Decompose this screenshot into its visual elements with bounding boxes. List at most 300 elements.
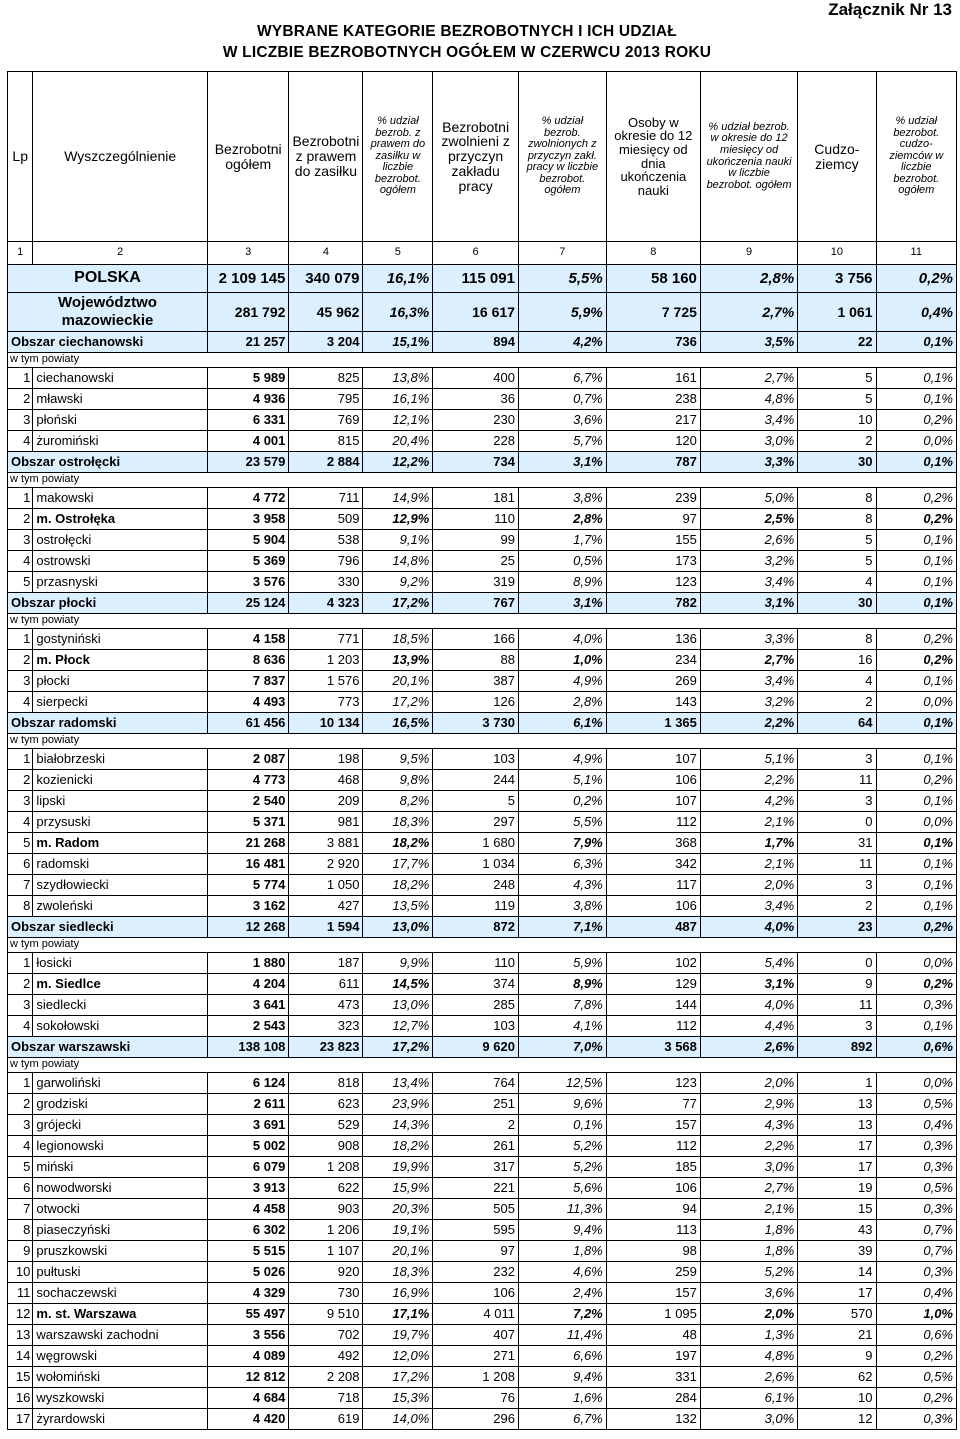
table-cell: 3,8% (518, 896, 606, 917)
table-cell: 11 (798, 770, 876, 791)
table-row (8, 671, 957, 692)
table-cell: 4,8% (700, 1346, 797, 1367)
table-cell: 0,2% (876, 650, 956, 671)
column-number: 1 (8, 242, 33, 265)
row-name: sierpecki (33, 692, 208, 713)
table-cell: 1 050 (289, 875, 363, 896)
table-cell: 8,2% (363, 791, 433, 812)
table-cell: 903 (289, 1199, 363, 1220)
table-cell: 16,1% (363, 265, 433, 293)
table-cell: 112 (606, 812, 700, 833)
header-total: Bezrobotni ogółem (207, 72, 288, 242)
table-cell: 18,3% (363, 1262, 433, 1283)
table-cell: 4 323 (289, 593, 363, 614)
table-cell: 0,4% (876, 293, 956, 332)
table-cell: 15,1% (363, 332, 433, 353)
table-cell: 23 (798, 917, 876, 938)
table-cell: 12,0% (363, 1346, 433, 1367)
table-cell: 3,2% (700, 551, 797, 572)
column-number: 8 (606, 242, 700, 265)
table-cell: 76 (433, 1388, 519, 1409)
table-cell: 787 (606, 452, 700, 473)
table-cell: 19,7% (363, 1325, 433, 1346)
table-cell: 18,5% (363, 629, 433, 650)
table-cell: 1,6% (518, 1388, 606, 1409)
table-cell: 9,1% (363, 530, 433, 551)
table-cell: 16,1% (363, 389, 433, 410)
table-cell: 1 208 (433, 1367, 519, 1388)
table-cell: 331 (606, 1367, 700, 1388)
table-cell: 3 (798, 791, 876, 812)
table-cell: 3,1% (518, 452, 606, 473)
table-cell: 619 (289, 1409, 363, 1430)
table-cell: 12,7% (363, 1016, 433, 1037)
table-cell: 173 (606, 551, 700, 572)
table-cell: 102 (606, 953, 700, 974)
row-name: m. Radom (33, 833, 208, 854)
table-cell: 5,2% (518, 1136, 606, 1157)
table-cell: 14,9% (363, 488, 433, 509)
table-cell: 269 (606, 671, 700, 692)
table-cell: 767 (433, 593, 519, 614)
table-cell: 509 (289, 509, 363, 530)
table-row (8, 1220, 957, 1241)
row-name: nowodworski (33, 1178, 208, 1199)
row-lp: 9 (8, 1241, 33, 1262)
table-cell: 112 (606, 1136, 700, 1157)
table-cell: 5,2% (518, 1157, 606, 1178)
table-cell: 55 497 (207, 1304, 288, 1325)
table-cell: 284 (606, 1388, 700, 1409)
table-cell: 825 (289, 368, 363, 389)
table-cell: 2,6% (700, 530, 797, 551)
table-cell: 2,7% (700, 293, 797, 332)
table-cell: 892 (798, 1037, 876, 1058)
table-cell: 0 (798, 812, 876, 833)
table-cell: 185 (606, 1157, 700, 1178)
table-cell: 103 (433, 1016, 519, 1037)
table-cell: 110 (433, 953, 519, 974)
row-lp: 4 (8, 1136, 33, 1157)
table-cell: 4,3% (700, 1115, 797, 1136)
table-cell: 0,1% (876, 791, 956, 812)
table-cell: 19,9% (363, 1157, 433, 1178)
table-cell: 25 124 (207, 593, 288, 614)
table-cell: 15,3% (363, 1388, 433, 1409)
table-cell: 4 773 (207, 770, 288, 791)
table-cell: 908 (289, 1136, 363, 1157)
table-cell: 123 (606, 572, 700, 593)
table-cell: 12 268 (207, 917, 288, 938)
table-row (8, 530, 957, 551)
row-name: kozienicki (33, 770, 208, 791)
table-cell: 4 158 (207, 629, 288, 650)
table-cell: 2 (798, 692, 876, 713)
row-name: ciechanowski (33, 368, 208, 389)
table-cell: 8 (798, 509, 876, 530)
table-cell: 8 (798, 488, 876, 509)
table-cell: 734 (433, 452, 519, 473)
obszar-row (8, 1037, 957, 1058)
table-row (8, 488, 957, 509)
table-cell: 13,9% (363, 650, 433, 671)
row-lp: 8 (8, 896, 33, 917)
table-cell: 2 611 (207, 1094, 288, 1115)
table-cell: 18,2% (363, 833, 433, 854)
table-cell: 3 204 (289, 332, 363, 353)
table-cell: 126 (433, 692, 519, 713)
table-cell: 3,3% (700, 452, 797, 473)
table-row (8, 410, 957, 431)
table-cell: 3,1% (518, 593, 606, 614)
table-cell: 0,7% (876, 1241, 956, 1262)
table-cell: 4 011 (433, 1304, 519, 1325)
table-cell: 209 (289, 791, 363, 812)
table-cell: 3 641 (207, 995, 288, 1016)
w-tym-powiaty-label: w tym powiaty (8, 614, 957, 629)
table-cell: 138 108 (207, 1037, 288, 1058)
table-cell: 317 (433, 1157, 519, 1178)
table-cell: 0,1% (876, 671, 956, 692)
table-cell: 1,8% (700, 1241, 797, 1262)
row-name: sochaczewski (33, 1283, 208, 1304)
table-cell: 110 (433, 509, 519, 530)
table-cell: 3,1% (700, 974, 797, 995)
table-cell: 16,3% (363, 293, 433, 332)
row-lp: 12 (8, 1304, 33, 1325)
row-lp: 1 (8, 953, 33, 974)
table-cell: 5 515 (207, 1241, 288, 1262)
header-foreigners: Cudzo-ziemcy (798, 72, 876, 242)
row-name: grójecki (33, 1115, 208, 1136)
table-cell: 1 594 (289, 917, 363, 938)
row-name: Obszar warszawski (8, 1037, 208, 1058)
table-cell: 261 (433, 1136, 519, 1157)
row-lp: 4 (8, 812, 33, 833)
row-name: siedlecki (33, 995, 208, 1016)
table-cell: 4 001 (207, 431, 288, 452)
table-cell: 2,1% (700, 1199, 797, 1220)
table-cell: 144 (606, 995, 700, 1016)
row-name: radomski (33, 854, 208, 875)
row-name: m. st. Warszawa (33, 1304, 208, 1325)
table-cell: 11,4% (518, 1325, 606, 1346)
table-cell: 230 (433, 410, 519, 431)
table-cell: 3 913 (207, 1178, 288, 1199)
table-cell: 2,0% (700, 875, 797, 896)
table-cell: 0,2% (876, 265, 956, 293)
row-lp: 3 (8, 791, 33, 812)
row-lp: 11 (8, 1283, 33, 1304)
table-cell: 2,5% (700, 509, 797, 530)
table-cell: 2 540 (207, 791, 288, 812)
table-cell: 1,8% (518, 1241, 606, 1262)
table-cell: 2 208 (289, 1367, 363, 1388)
table-cell: 622 (289, 1178, 363, 1199)
table-cell: 5,7% (518, 431, 606, 452)
table-cell: 5,1% (700, 749, 797, 770)
table-cell: 0,1% (518, 1115, 606, 1136)
table-row (8, 1115, 957, 1136)
table-cell: 0,1% (876, 452, 956, 473)
table-cell: 0,0% (876, 812, 956, 833)
header-dismissed: Bezrobotni zwolnieni z przyczyn zakładu pracy (433, 72, 519, 242)
table-cell: 0,1% (876, 332, 956, 353)
table-cell: 30 (798, 452, 876, 473)
table-cell: 20,1% (363, 671, 433, 692)
table-cell: 0,3% (876, 1409, 956, 1430)
row-name: makowski (33, 488, 208, 509)
table-cell: 2,8% (700, 265, 797, 293)
row-lp: 15 (8, 1367, 33, 1388)
row-lp: 5 (8, 572, 33, 593)
table-cell: 9 510 (289, 1304, 363, 1325)
table-cell: 7,9% (518, 833, 606, 854)
table-row (8, 1388, 957, 1409)
table-cell: 12 812 (207, 1367, 288, 1388)
table-cell: 374 (433, 974, 519, 995)
table-cell: 1 203 (289, 650, 363, 671)
row-name: mławski (33, 389, 208, 410)
header-row (8, 72, 957, 242)
table-row (8, 875, 957, 896)
table-cell: 323 (289, 1016, 363, 1037)
row-name: gostyniński (33, 629, 208, 650)
table-cell: 2 543 (207, 1016, 288, 1037)
column-number: 6 (433, 242, 519, 265)
table-cell: 16 (798, 650, 876, 671)
table-cell: 0,2% (876, 1388, 956, 1409)
table-cell: 107 (606, 791, 700, 812)
table-cell: 132 (606, 1409, 700, 1430)
column-number: 7 (518, 242, 606, 265)
table-cell: 3 691 (207, 1115, 288, 1136)
table-cell: 13,4% (363, 1073, 433, 1094)
obszar-row (8, 917, 957, 938)
table-cell: 0,1% (876, 551, 956, 572)
table-cell: 718 (289, 1388, 363, 1409)
table-cell: 2 884 (289, 452, 363, 473)
table-cell: 1,8% (700, 1220, 797, 1241)
table-cell: 773 (289, 692, 363, 713)
table-cell: 129 (606, 974, 700, 995)
table-cell: 771 (289, 629, 363, 650)
row-name: m. Ostrołęka (33, 509, 208, 530)
table-cell: 1 (798, 1073, 876, 1094)
table-cell: 0,2% (876, 488, 956, 509)
table-cell: 611 (289, 974, 363, 995)
table-cell: 6,7% (518, 1409, 606, 1430)
table-cell: 1 680 (433, 833, 519, 854)
column-number: 4 (289, 242, 363, 265)
table-cell: 6 124 (207, 1073, 288, 1094)
table-cell: 4 458 (207, 1199, 288, 1220)
table-cell: 0,7% (518, 389, 606, 410)
table-cell: 1,0% (876, 1304, 956, 1325)
table-row (8, 1241, 957, 1262)
subheader-row (8, 353, 957, 368)
table-cell: 400 (433, 368, 519, 389)
table-row (8, 833, 957, 854)
table-cell: 58 160 (606, 265, 700, 293)
row-lp: 2 (8, 1094, 33, 1115)
table-cell: 0,7% (876, 1220, 956, 1241)
table-cell: 3,8% (518, 488, 606, 509)
table-cell: 21 (798, 1325, 876, 1346)
row-name: pruszkowski (33, 1241, 208, 1262)
table-cell: 11 (798, 995, 876, 1016)
table-cell: 3,4% (700, 572, 797, 593)
row-lp: 3 (8, 530, 33, 551)
table-cell: 19 (798, 1178, 876, 1199)
table-cell: 0,5% (518, 551, 606, 572)
table-cell: 155 (606, 530, 700, 551)
table-cell: 872 (433, 917, 519, 938)
table-cell: 4 684 (207, 1388, 288, 1409)
table-cell: 14,3% (363, 1115, 433, 1136)
table-cell: 796 (289, 551, 363, 572)
table-cell: 3,1% (700, 593, 797, 614)
table-row (8, 368, 957, 389)
row-name: Obszar radomski (8, 713, 208, 734)
table-cell: 157 (606, 1115, 700, 1136)
table-cell: 23 823 (289, 1037, 363, 1058)
table-cell: 0,0% (876, 953, 956, 974)
table-cell: 782 (606, 593, 700, 614)
table-cell: 0,2% (876, 1346, 956, 1367)
row-lp: 4 (8, 1016, 33, 1037)
table-row (8, 650, 957, 671)
table-cell: 3,0% (700, 431, 797, 452)
row-name: m. Siedlce (33, 974, 208, 995)
table-row (8, 1016, 957, 1037)
table-cell: 7 837 (207, 671, 288, 692)
table-cell: 39 (798, 1241, 876, 1262)
obszar-row (8, 593, 957, 614)
table-cell: 98 (606, 1241, 700, 1262)
table-cell: 4 772 (207, 488, 288, 509)
row-lp: 1 (8, 629, 33, 650)
table-cell: 570 (798, 1304, 876, 1325)
table-cell: 3,6% (700, 1283, 797, 1304)
table-row (8, 1283, 957, 1304)
row-lp: 2 (8, 389, 33, 410)
row-lp: 8 (8, 1220, 33, 1241)
table-cell: 0,1% (876, 368, 956, 389)
row-lp: 3 (8, 995, 33, 1016)
header-description: Wyszczególnienie (33, 72, 208, 242)
row-lp: 1 (8, 368, 33, 389)
table-row (8, 749, 957, 770)
table-cell: 5 369 (207, 551, 288, 572)
table-cell: 18,2% (363, 1136, 433, 1157)
table-cell: 340 079 (289, 265, 363, 293)
table-cell: 17,1% (363, 1304, 433, 1325)
table-cell: 2,6% (700, 1367, 797, 1388)
table-cell: 7 725 (606, 293, 700, 332)
table-cell: 407 (433, 1325, 519, 1346)
table-cell: 427 (289, 896, 363, 917)
table-cell: 538 (289, 530, 363, 551)
row-name: m. Płock (33, 650, 208, 671)
row-name: Województwo mazowieckie (8, 293, 208, 332)
table-cell: 2 109 145 (207, 265, 288, 293)
table-cell: 9 (798, 974, 876, 995)
row-name: pułtuski (33, 1262, 208, 1283)
table-cell: 0,1% (876, 593, 956, 614)
table-cell: 239 (606, 488, 700, 509)
row-name: żyrardowski (33, 1409, 208, 1430)
table-row (8, 1304, 957, 1325)
table-cell: 17,2% (363, 593, 433, 614)
header-lp: Lp (8, 72, 33, 242)
table-cell: 0,1% (876, 854, 956, 875)
table-cell: 14,8% (363, 551, 433, 572)
row-name: płoński (33, 410, 208, 431)
table-cell: 8,9% (518, 572, 606, 593)
table-cell: 9,2% (363, 572, 433, 593)
table-cell: 21 268 (207, 833, 288, 854)
title-line-1: WYBRANE KATEGORIE BEZROBOTNYCH I ICH UDZIAŁ (257, 23, 677, 40)
table-cell: 11,3% (518, 1199, 606, 1220)
table-cell: 1 095 (606, 1304, 700, 1325)
row-name: żuromiński (33, 431, 208, 452)
table-cell: 281 792 (207, 293, 288, 332)
table-cell: 368 (606, 833, 700, 854)
table-cell: 16,5% (363, 713, 433, 734)
table-cell: 595 (433, 1220, 519, 1241)
table-cell: 2 (433, 1115, 519, 1136)
table-cell: 5 (798, 551, 876, 572)
table-cell: 2,6% (700, 1037, 797, 1058)
row-name: zwoleński (33, 896, 208, 917)
table-cell: 920 (289, 1262, 363, 1283)
table-cell: 97 (606, 509, 700, 530)
table-cell: 9,4% (518, 1220, 606, 1241)
table-row (8, 1325, 957, 1346)
table-cell: 0,1% (876, 713, 956, 734)
table-cell: 1 206 (289, 1220, 363, 1241)
table-cell: 3,2% (700, 692, 797, 713)
table-cell: 12,1% (363, 410, 433, 431)
table-cell: 3 576 (207, 572, 288, 593)
table-cell: 0,5% (876, 1367, 956, 1388)
table-cell: 8 (798, 629, 876, 650)
table-cell: 5 904 (207, 530, 288, 551)
table-cell: 22 (798, 332, 876, 353)
row-name: wyszkowski (33, 1388, 208, 1409)
table-cell: 387 (433, 671, 519, 692)
w-tym-powiaty-label: w tym powiaty (8, 734, 957, 749)
table-cell: 3 756 (798, 265, 876, 293)
table-cell: 4 329 (207, 1283, 288, 1304)
table-cell: 5,1% (518, 770, 606, 791)
row-name: otwocki (33, 1199, 208, 1220)
table-cell: 981 (289, 812, 363, 833)
table-cell: 18,3% (363, 812, 433, 833)
table-cell: 5,5% (518, 265, 606, 293)
table-cell: 296 (433, 1409, 519, 1430)
row-lp: 7 (8, 1199, 33, 1220)
table-cell: 2 (798, 896, 876, 917)
table-cell: 251 (433, 1094, 519, 1115)
table-cell: 17,7% (363, 854, 433, 875)
table-cell: 4,3% (518, 875, 606, 896)
row-lp: 5 (8, 1157, 33, 1178)
table-cell: 1 880 (207, 953, 288, 974)
table-row (8, 1367, 957, 1388)
table-cell: 120 (606, 431, 700, 452)
